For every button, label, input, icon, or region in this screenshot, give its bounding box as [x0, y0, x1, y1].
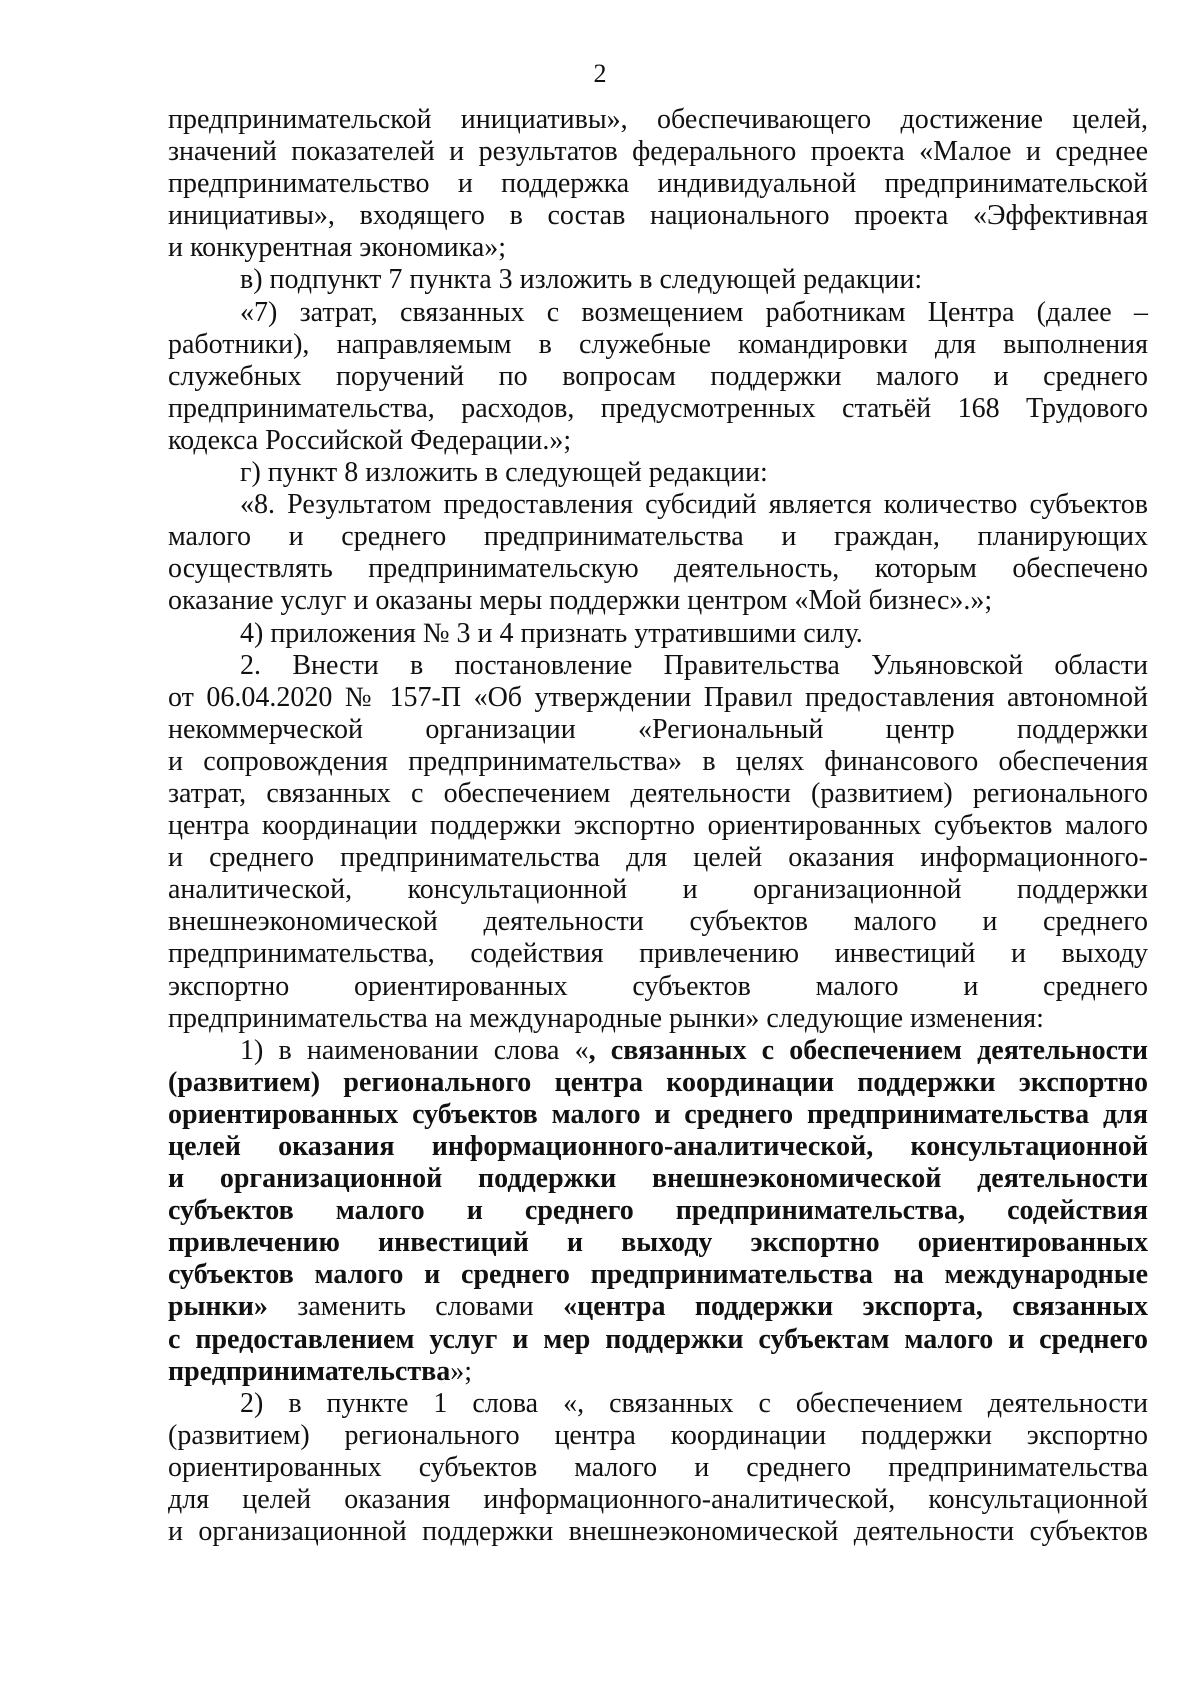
- text-span: »;: [450, 1355, 472, 1387]
- text-line: малого и среднего предпринимательства и граждан, планирующих: [168, 521, 1148, 553]
- text-line: [168, 1291, 1148, 1323]
- text-line: 2. Внести в постановление Правительства Ульяновской области: [240, 649, 1148, 681]
- bold-text-line: ориентированных субъектов малого и среднего предпринимательства для: [168, 1098, 1148, 1130]
- text-span: заменить словами: [267, 1291, 564, 1323]
- text-line: некоммерческой организации «Региональный центр поддержки: [168, 713, 1148, 745]
- text-line: оказание услуг и оказаны меры поддержки центром «Мой бизнес».»;: [168, 585, 993, 617]
- bold-text-span: рынки»: [168, 1291, 268, 1323]
- text-line: (развитием) регионального центра координации поддержки экспортно: [168, 1419, 1148, 1451]
- page-number: 2: [593, 59, 607, 88]
- bold-text-span: , связанных с обеспечением деятельности: [588, 1034, 1148, 1066]
- text-line: г) пункт 8 изложить в следующей редакции:: [240, 457, 768, 489]
- text-line: в) подпункт 7 пункта 3 изложить в следующей редакции:: [240, 264, 923, 296]
- text-line: «8. Результатом предоставления субсидий является количество субъектов: [240, 489, 1148, 521]
- bold-text-line: субъектов малого и среднего предпринимательства, содействия: [168, 1195, 1148, 1227]
- bold-text-line: и организационной поддержки внешнеэкономической деятельности: [168, 1163, 1148, 1195]
- text-line: и конкурентная экономика»;: [168, 232, 507, 264]
- text-line: осуществлять предпринимательскую деятельность, которым обеспечено: [168, 553, 1148, 585]
- text-line: ориентированных субъектов малого и среднего предпринимательства: [168, 1451, 1148, 1483]
- text-line: кодекса Российской Федерации.»;: [168, 424, 572, 456]
- text-line: экспортно ориентированных субъектов малого и среднего: [168, 970, 1148, 1002]
- text-line: предпринимательства на международные рынки» следующие изменения:: [168, 1002, 1044, 1034]
- text-line: [168, 1356, 1148, 1388]
- text-line: предпринимательство и поддержка индивидуальной предпринимательской: [168, 168, 1148, 200]
- bold-text-span: «центра поддержки экспорта, связанных: [563, 1291, 1148, 1323]
- bold-text-line: субъектов малого и среднего предпринимательства на международные: [168, 1259, 1148, 1291]
- bold-text-line: (развитием) регионального центра координации поддержки экспортно: [168, 1066, 1148, 1098]
- text-line: значений показателей и результатов федерального проекта «Малое и среднее: [168, 136, 1148, 168]
- text-line: [168, 1035, 1148, 1067]
- text-line: для целей оказания информационного-аналитической, консультационной: [168, 1484, 1148, 1516]
- text-line: работники), направляемым в служебные командировки для выполнения: [168, 328, 1148, 360]
- text-line: от 06.04.2020 № 157-П «Об утверждении Правил предоставления автономной: [168, 681, 1148, 713]
- text-line: инициативы», входящего в состав национального проекта «Эффективная: [168, 200, 1148, 232]
- text-line: предпринимательства, расходов, предусмотренных статьёй 168 Трудового: [168, 392, 1148, 424]
- text-line: и сопровождения предпринимательства» в целях финансового обеспечения: [168, 745, 1148, 777]
- text-line: предпринимательской инициативы», обеспечивающего достижение целей,: [168, 104, 1148, 135]
- bold-text-line: с предоставлением услуг и мер поддержки субъектам малого и среднего: [168, 1323, 1148, 1355]
- text-line: 2) в пункте 1 слова «, связанных с обеспечением деятельности: [240, 1387, 1148, 1419]
- bold-text-line: привлечению инвестиций и выходу экспортно ориентированных: [168, 1227, 1148, 1259]
- bold-text-line: целей оказания информационного-аналитической, консультационной: [168, 1131, 1148, 1162]
- text-line: 4) приложения № 3 и 4 признать утратившими силу.: [240, 617, 863, 649]
- text-line: служебных поручений по вопросам поддержки малого и среднего: [168, 360, 1148, 392]
- text-line: аналитической, консультационной и организационной поддержки: [168, 874, 1148, 906]
- text-line: центра координации поддержки экспортно ориентированных субъектов малого: [168, 810, 1148, 842]
- text-line: и среднего предпринимательства для целей оказания информационного-: [168, 842, 1148, 874]
- text-line: «7) затрат, связанных с возмещением работникам Центра (далее –: [240, 296, 1148, 328]
- document-body: [168, 104, 1148, 1548]
- text-line: предпринимательства, содействия привлечению инвестиций и выходу: [168, 938, 1148, 970]
- text-line: внешнеэкономической деятельности субъектов малого и среднего: [168, 906, 1148, 938]
- text-span: 1) в наименовании слова «: [240, 1034, 589, 1066]
- text-line: и организационной поддержки внешнеэкономической деятельности субъектов: [168, 1516, 1148, 1548]
- text-line: затрат, связанных с обеспечением деятельности (развитием) регионального: [168, 777, 1148, 809]
- bold-text-span: предпринимательства: [168, 1355, 451, 1387]
